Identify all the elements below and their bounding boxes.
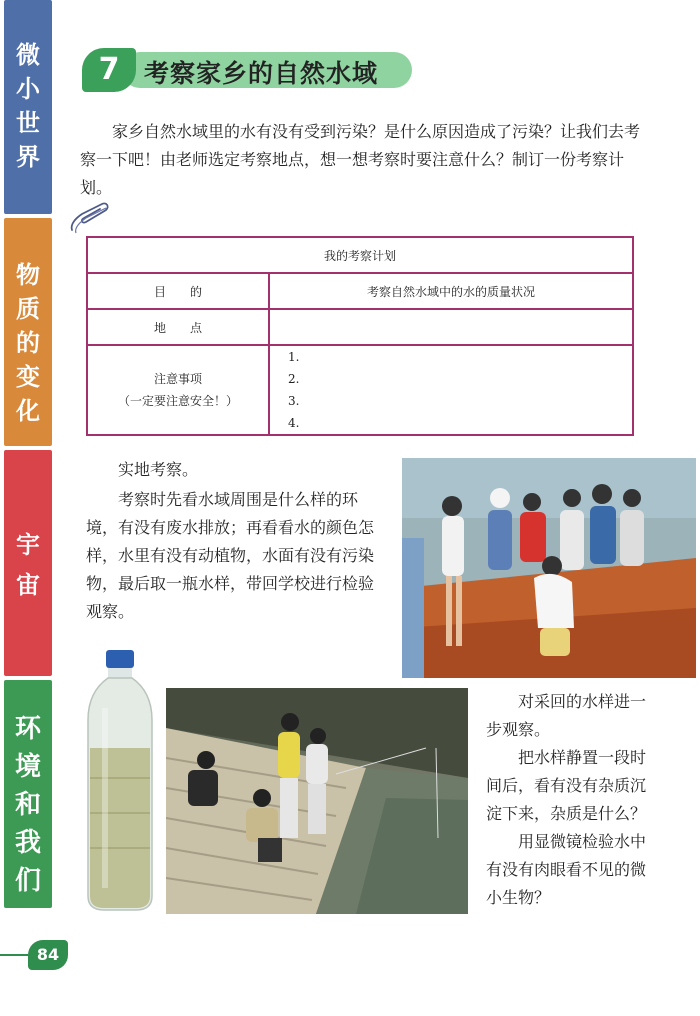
tab-char: 和 xyxy=(14,790,41,820)
side-tab-micro-world xyxy=(4,0,52,214)
place-label-cell xyxy=(87,309,269,345)
table-title: 我的考察计划 xyxy=(323,248,396,263)
notes-list xyxy=(270,346,632,434)
notes-sublabel: （一定要注意安全！） xyxy=(117,394,238,408)
notes-label: 注意事项 xyxy=(153,372,202,386)
purpose-value: 考察自然水域中的水的质量状况 xyxy=(366,284,535,299)
place-value-cell xyxy=(269,309,633,345)
lesson-title-bar xyxy=(82,48,412,92)
tab-char: 宇 xyxy=(16,531,40,559)
side-tab-universe xyxy=(4,450,52,676)
field-body: 考察时先看水域周围是什么样的环境，有没有废水排放；再看看水的颜色怎样，水里有没有动植物，水面有没有污染物，最后取一瓶水样，带回学校进行检验观察。 xyxy=(86,490,375,621)
notes-item: 3. xyxy=(288,394,300,408)
purpose-label-cell xyxy=(87,273,269,309)
further-observation-text xyxy=(486,688,648,912)
field-heading: 实地考察。 xyxy=(118,460,199,479)
page-title: 考察家乡的自然水域 xyxy=(144,59,379,88)
tab-char: 界 xyxy=(16,143,40,171)
tab-char: 们 xyxy=(14,866,41,896)
purpose-label: 目 的 xyxy=(153,284,202,299)
notes-item: 2. xyxy=(288,372,300,386)
page-number-line xyxy=(0,954,30,956)
tab-char: 境 xyxy=(14,752,41,782)
observation-plan-table xyxy=(86,236,634,436)
tab-char: 我 xyxy=(14,828,41,858)
tab-char: 物 xyxy=(16,261,40,289)
photo-students-on-river-steps xyxy=(166,688,468,914)
paper-clip-icon xyxy=(68,200,112,236)
tab-char: 环 xyxy=(14,714,41,744)
lesson-number-badge: 7 xyxy=(82,48,136,92)
tab-char: 小 xyxy=(16,75,40,103)
tab-char: 质 xyxy=(16,295,40,323)
place-label: 地 点 xyxy=(153,320,202,335)
tab-char: 世 xyxy=(16,109,40,137)
notes-item: 1. xyxy=(288,350,300,364)
notes-label-cell xyxy=(87,345,269,435)
observe-step: 对采回的水样进一步观察。 xyxy=(486,692,647,739)
observe-step: 把水样静置一段时间后，看有没有杂质沉淀下来，杂质是什么？ xyxy=(486,748,647,823)
table-title-cell xyxy=(87,237,633,273)
tab-char: 变 xyxy=(16,363,40,391)
tab-char: 化 xyxy=(16,397,40,425)
notes-value-cell xyxy=(269,345,633,435)
side-tab-environment-and-us xyxy=(4,680,52,908)
intro-paragraph: 家乡自然水域里的水有没有受到污染？是什么原因造成了污染？让我们去考察一下吧！由老师选定考察地点，想一想考察时要注意什么？制订一份考察计划。 xyxy=(80,122,641,197)
tab-char: 的 xyxy=(16,329,40,357)
purpose-value-cell xyxy=(269,273,633,309)
observe-step: 用显微镜检验水中有没有肉眼看不见的微小生物？ xyxy=(486,832,647,907)
water-sample-bottle-image xyxy=(80,648,160,912)
tab-char: 宙 xyxy=(16,571,40,599)
side-tab-matter-change xyxy=(4,218,52,446)
photo-students-at-shore xyxy=(402,458,696,678)
notes-label-block xyxy=(88,346,268,434)
page-number: 84 xyxy=(28,940,68,970)
notes-item: 4. xyxy=(288,416,300,430)
tab-char: 微 xyxy=(16,41,40,69)
field-investigation-text xyxy=(86,456,382,626)
